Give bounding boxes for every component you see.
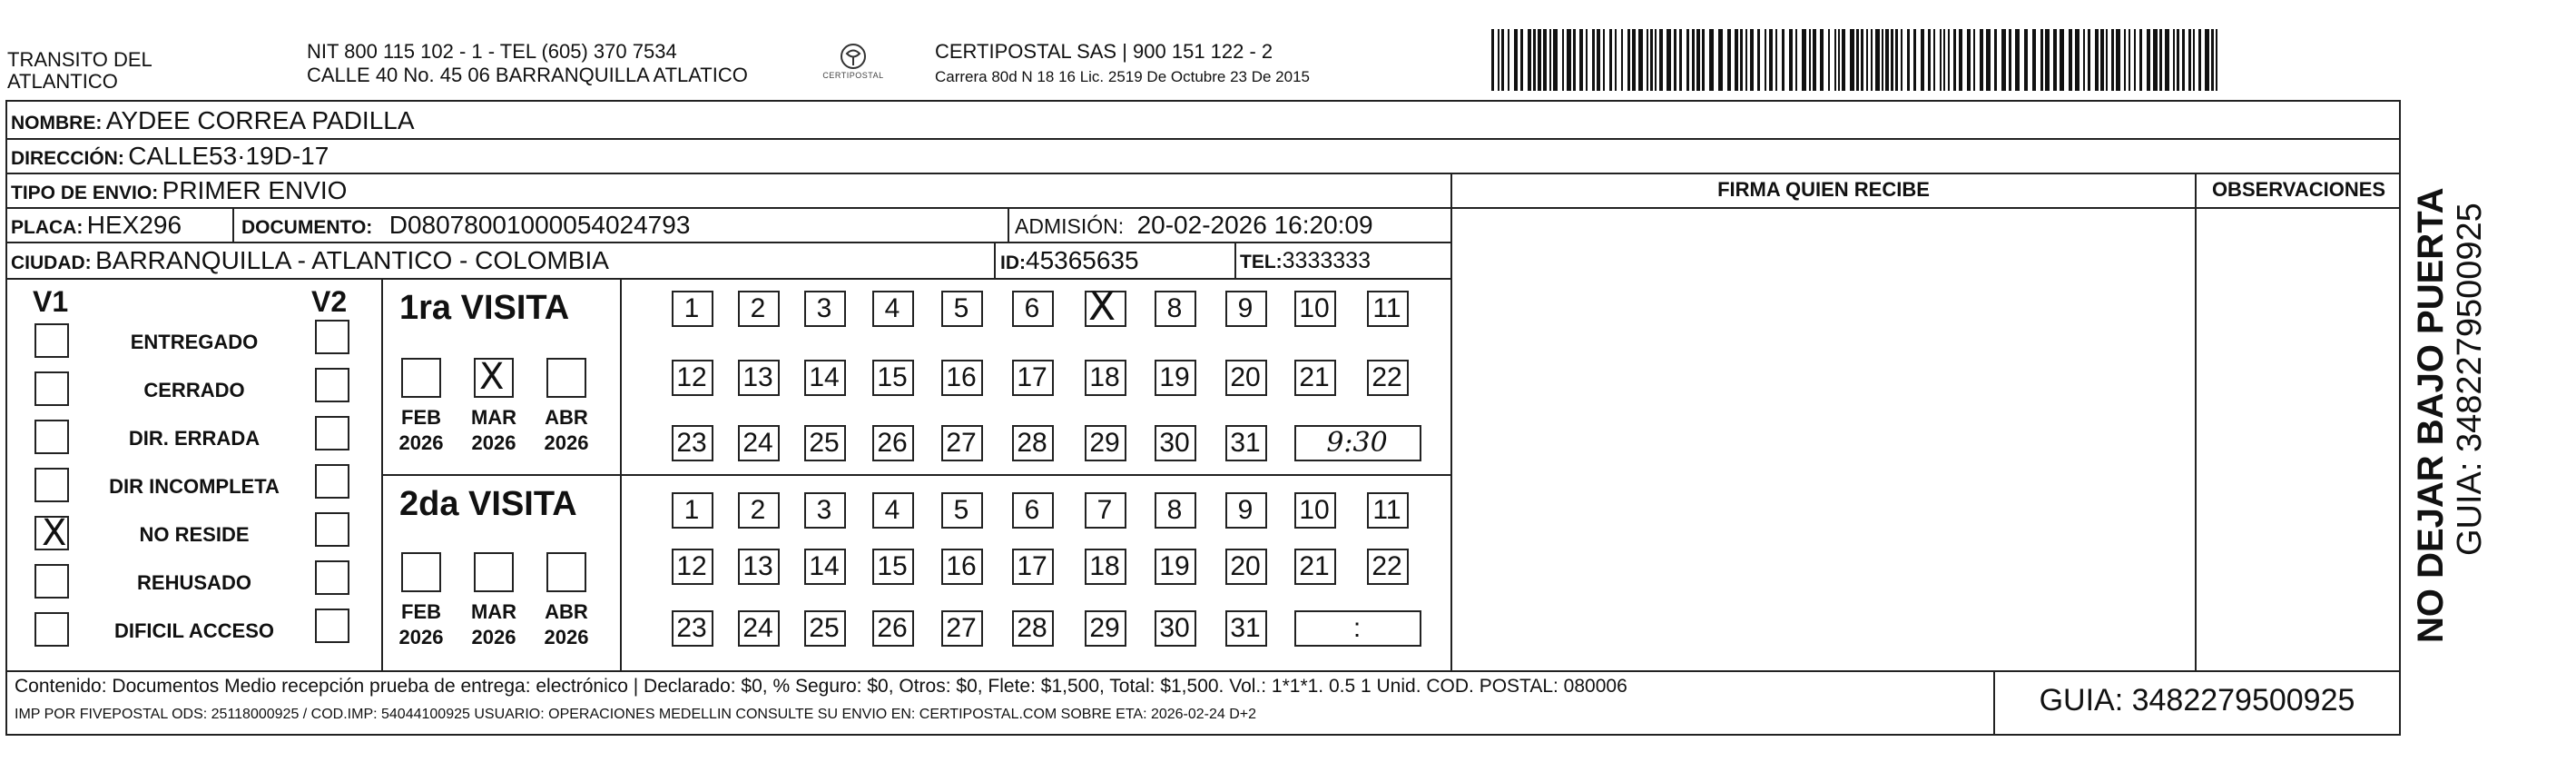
certipostal-line: CERTIPOSTAL SAS | 900 151 122 - 2 [935, 40, 1273, 63]
status-option-label: DIR. ERRADA [128, 427, 261, 450]
month-label [537, 599, 595, 650]
day-box[interactable]: 8 [1155, 492, 1196, 529]
direccion-label: DIRECCIÓN: [11, 148, 124, 169]
documento-label: DOCUMENTO: [241, 217, 373, 238]
day-box[interactable]: 8 [1155, 291, 1196, 327]
day-box[interactable]: 16 [941, 549, 983, 585]
time-box[interactable]: : [1294, 610, 1421, 647]
day-box[interactable]: 11 [1367, 492, 1409, 529]
month-check-mark: X [479, 356, 505, 398]
day-box[interactable]: 31 [1225, 425, 1267, 461]
visit-split [381, 474, 1450, 476]
month-checkbox[interactable] [401, 358, 441, 398]
tipo-envio-value: PRIMER ENVIO [162, 176, 348, 204]
firma-title: FIRMA QUIEN RECIBE [1717, 178, 1930, 201]
admision-value: 20-02-2026 16:20:09 [1136, 211, 1373, 239]
month-name: FEB [401, 406, 441, 429]
day-box[interactable]: 16 [941, 360, 983, 396]
day-box[interactable]: 17 [1012, 360, 1054, 396]
logo-text: CERTIPOSTAL [822, 71, 884, 80]
day-box[interactable]: 17 [1012, 549, 1054, 585]
day-box[interactable]: 10 [1294, 492, 1336, 529]
day-box[interactable]: 1 [672, 291, 713, 327]
month-year: 2026 [471, 626, 516, 648]
month-year: 2026 [544, 431, 589, 454]
certipostal-logo [812, 40, 894, 93]
status-option-label: CERRADO [143, 379, 245, 401]
tel-value: 3333333 [1282, 248, 1371, 273]
nombre-value: AYDEE CORREA PADILLA [105, 106, 415, 134]
month-checkbox[interactable] [474, 552, 514, 592]
observaciones-title: OBSERVACIONES [2211, 178, 2386, 201]
day-box[interactable]: 4 [872, 291, 914, 327]
day-box[interactable]: 9 [1225, 291, 1267, 327]
v1-checkbox[interactable] [34, 323, 69, 358]
tel-divider [1234, 242, 1236, 278]
day-box[interactable]: 19 [1155, 549, 1196, 585]
placa-label: PLACA: [11, 217, 84, 238]
day-check-mark: X [1088, 283, 1116, 330]
nombre-label: NOMBRE: [11, 113, 103, 134]
day-box[interactable]: 11 [1367, 291, 1409, 327]
day-box[interactable]: 18 [1085, 549, 1126, 585]
day-box[interactable]: 21 [1294, 360, 1336, 396]
day-box[interactable]: 27 [941, 425, 983, 461]
direccion-row [11, 141, 329, 176]
admision-label: ADMISIÓN: [1015, 214, 1125, 238]
day-box[interactable]: 30 [1155, 425, 1196, 461]
status-option-label: REHUSADO [137, 571, 251, 594]
ciudad-cell [11, 245, 609, 281]
content-line: Contenido: Documentos Medio recepción prueba de entrega: electrónico | Declarado: $0, % Seguro: $0, Otros: $0, Flete: $1,500, Total: $1,500. Vol.: 1*1*1. 0.5 1 Unid. COD. POSTAL: 080006 [15, 676, 1627, 697]
company-name [7, 49, 152, 93]
tipo-envio-label: TIPO DE ENVIO: [11, 183, 159, 203]
day-box[interactable]: 23 [672, 610, 713, 647]
day-box[interactable]: 13 [738, 360, 780, 396]
v2-checkbox[interactable] [315, 320, 349, 354]
day-box[interactable]: 5 [941, 492, 983, 529]
v2-checkbox[interactable] [315, 560, 349, 595]
column-title-divider [1450, 207, 2401, 209]
month-label [465, 599, 523, 650]
day-box[interactable]: 29 [1085, 425, 1126, 461]
day-box[interactable]: 9 [1225, 492, 1267, 529]
firma-left-border [1450, 173, 1452, 670]
month-year: 2026 [471, 431, 516, 454]
logo-mark-icon [812, 40, 894, 93]
id-label: ID: [1000, 252, 1026, 273]
day-box[interactable]: 15 [872, 360, 914, 396]
day-box[interactable]: 14 [804, 360, 846, 396]
month-name: FEB [401, 600, 441, 623]
id-divider [994, 242, 996, 278]
month-year: 2026 [544, 626, 589, 648]
day-box[interactable]: 19 [1155, 360, 1196, 396]
nit-line: NIT 800 115 102 - 1 - TEL (605) 370 7534 [307, 40, 677, 63]
documento-value: D08078001000054024793 [388, 211, 691, 239]
imp-line: IMP POR FIVEPOSTAL ODS: 25118000925 / COD.IMP: 54044100925 USUARIO: OPERACIONES MEDELLIN CONSULTE SU ENVIO EN: CERTIPOSTAL.COM SOBRE ETA: 2026-02-24 D+2 [15, 707, 1257, 722]
status-option-label: DIFICIL ACCESO [113, 619, 274, 642]
row-divider [5, 173, 2401, 174]
day-box[interactable]: 12 [672, 549, 713, 585]
day-box[interactable]: 26 [872, 425, 914, 461]
day-box[interactable]: 30 [1155, 610, 1196, 647]
day-box[interactable]: 2 [738, 291, 780, 327]
company-line-2: ATLANTICO [7, 70, 118, 93]
tipo-envio-row [11, 175, 347, 211]
day-box[interactable]: 21 [1294, 549, 1336, 585]
day-box[interactable]: 1 [672, 492, 713, 529]
barcode-icon [1491, 29, 2217, 91]
month-label [392, 599, 450, 650]
day-box[interactable]: 7 [1085, 492, 1126, 529]
v1-checkbox[interactable] [34, 564, 69, 599]
v1-checkbox[interactable] [34, 612, 69, 647]
id-cell [1000, 245, 1139, 281]
day-box[interactable]: 4 [872, 492, 914, 529]
day-box[interactable]: 29 [1085, 610, 1126, 647]
day-box[interactable]: 20 [1225, 360, 1267, 396]
admision-cell [1015, 210, 1373, 245]
time-box[interactable]: 9:30 [1294, 425, 1421, 461]
placa-value: HEX296 [86, 211, 182, 239]
nombre-row [11, 105, 415, 141]
month-label [465, 405, 523, 456]
v1-check-mark: X [42, 512, 67, 554]
footer-divider [5, 670, 2401, 672]
observaciones-left-border [2195, 173, 2197, 670]
day-box[interactable]: 13 [738, 549, 780, 585]
v2-checkbox[interactable] [315, 609, 349, 643]
direccion-value: CALLE53·19D-17 [128, 142, 329, 170]
placa-cell [11, 210, 182, 245]
tel-label: TEL: [1240, 252, 1283, 272]
month-label [392, 405, 450, 456]
month-year: 2026 [398, 626, 444, 648]
month-name: MAR [470, 406, 517, 429]
documento-cell [241, 210, 690, 245]
tel-cell [1240, 245, 1371, 280]
admision-divider [1008, 207, 1009, 243]
day-box[interactable]: 3 [804, 492, 846, 529]
guia-box: GUIA: 3482279500925 [2039, 683, 2355, 718]
v2-checkbox[interactable] [315, 416, 349, 450]
visit2-title: 2da VISITA [399, 485, 577, 523]
v1-checkbox[interactable] [34, 420, 69, 454]
v2-checkbox[interactable] [315, 512, 349, 547]
day-box[interactable]: 5 [941, 291, 983, 327]
day-box[interactable]: 23 [672, 425, 713, 461]
day-box[interactable]: 12 [672, 360, 713, 396]
day-box[interactable]: 6 [1012, 291, 1054, 327]
day-box[interactable]: 26 [872, 610, 914, 647]
v1-checkbox[interactable] [34, 371, 69, 406]
day-box[interactable]: 10 [1294, 291, 1336, 327]
month-name: ABR [545, 600, 588, 623]
company-line-1: TRANSITO DEL [7, 48, 152, 71]
month-name: ABR [545, 406, 588, 429]
placa-divider [232, 207, 234, 243]
status-option-label: NO RESIDE [139, 523, 250, 546]
day-box[interactable]: 22 [1367, 549, 1409, 585]
day-box[interactable]: 22 [1367, 360, 1409, 396]
day-box[interactable]: 6 [1012, 492, 1054, 529]
day-box[interactable]: 28 [1012, 425, 1054, 461]
side-guia: GUIA: 3482279500925 [2451, 203, 2489, 556]
day-box[interactable]: 3 [804, 291, 846, 327]
month-year: 2026 [398, 431, 444, 454]
license-line: Carrera 80d N 18 16 Lic. 2519 De Octubre 23 De 2015 [935, 68, 1310, 85]
ciudad-label: CIUDAD: [11, 252, 92, 273]
day-box[interactable]: 18 [1085, 360, 1126, 396]
v1-label: V1 [33, 285, 69, 318]
v2-label: V2 [311, 285, 348, 318]
day-box[interactable]: 25 [804, 425, 846, 461]
address-line: CALLE 40 No. 45 06 BARRANQUILLA ATLATICO [307, 64, 748, 86]
v1-checkbox[interactable] [34, 468, 69, 502]
ciudad-value: BARRANQUILLA - ATLANTICO - COLOMBIA [95, 246, 609, 274]
day-box[interactable]: 28 [1012, 610, 1054, 647]
month-checkbox[interactable] [546, 552, 586, 592]
barcode [1491, 29, 2217, 91]
month-checkbox[interactable] [401, 552, 441, 592]
status-option-label: DIR INCOMPLETA [109, 475, 280, 498]
visit1-title: 1ra VISITA [399, 289, 570, 327]
day-box[interactable]: 31 [1225, 610, 1267, 647]
day-box[interactable]: 27 [941, 610, 983, 647]
day-box[interactable]: 20 [1225, 549, 1267, 585]
v2-checkbox[interactable] [315, 368, 349, 402]
side-warning: NO DEJAR BAJO PUERTA [2411, 187, 2451, 643]
day-box[interactable]: 24 [738, 610, 780, 647]
month-name: MAR [470, 600, 517, 623]
day-box[interactable]: 25 [804, 610, 846, 647]
day-box[interactable]: 2 [738, 492, 780, 529]
id-value: 45365635 [1026, 246, 1139, 274]
month-label [537, 405, 595, 456]
day-box[interactable]: 14 [804, 549, 846, 585]
day-box[interactable]: 15 [872, 549, 914, 585]
day-box[interactable]: 24 [738, 425, 780, 461]
status-option-label: ENTREGADO [130, 331, 259, 353]
v2-checkbox[interactable] [315, 464, 349, 499]
month-checkbox[interactable] [546, 358, 586, 398]
